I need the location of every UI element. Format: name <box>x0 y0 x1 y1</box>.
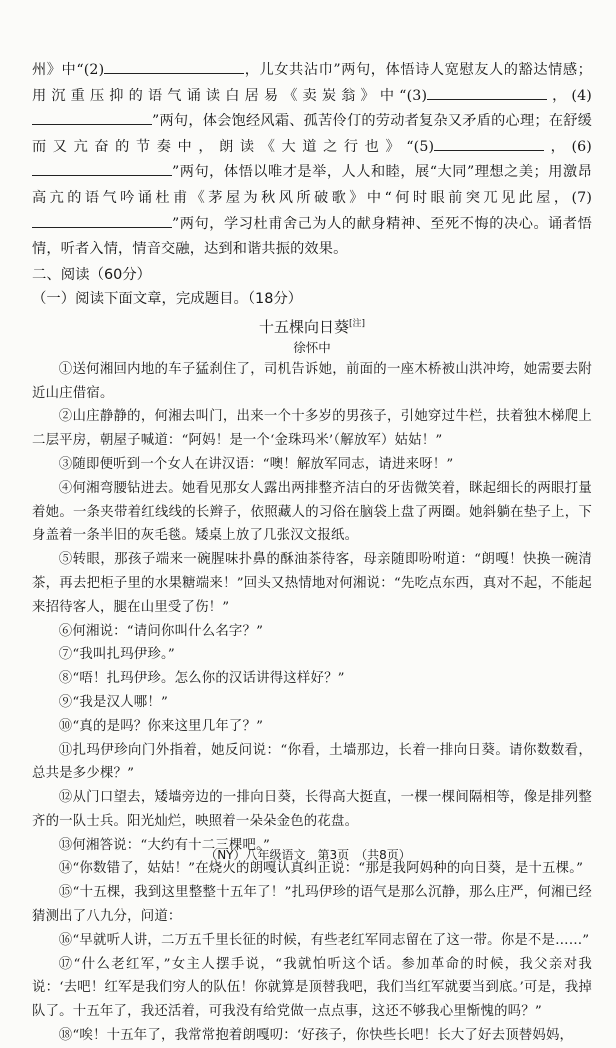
article-paragraph: ⑨“我是汉人哪！” <box>58 694 169 710</box>
article-paragraph: ④何湘弯腰钻进去。她看见那女人露出两排整齐洁白的牙齿微笑着，眯起细长的两眼打量着她。一条夹带着红线线的长辫子，依照藏人的习俗在脑袋上盘了两圈。她斜躺在垫子上，下身盖着一条半旧的灰毛毯。矮桌上放了几张汉文报纸。 <box>32 480 592 544</box>
article-paragraph: ⑭“你数错了，姑姑！”在烧火的朗嘎认真纠正说：“那是我阿妈种的向日葵，是十五棵。” <box>58 861 584 877</box>
article-paragraph: ⑯“早就听人讲，二万五千里长征的时候，有些老红军同志留在了这一带。你是不是……” <box>58 932 590 948</box>
answer-blank-6[interactable] <box>32 161 172 176</box>
text-segment: ”两句，学习杜甫舍己为人的献身精神、至死不悔的决心。诵者悟情，听者入情，情音交融，达到和谐共振的效果。 <box>32 215 592 258</box>
article-author: 徐怀中 <box>293 339 331 355</box>
article-title <box>32 313 592 338</box>
page-footer: （NY）八年级语文 第3页 （共8页） <box>205 848 411 862</box>
article-paragraph: ⑫从门口望去，矮墙旁边的一排向日葵，长得高大挺直，一棵一棵间隔相等，像是排列整齐的一队士兵。阳光灿烂，映照着一朵朵金色的花盘。 <box>32 790 592 829</box>
exam-page <box>32 58 592 1048</box>
article-paragraph: ⑤转眼，那孩子端来一碗腥味扑鼻的酥油茶待客，母亲随即吩咐道：“朗嘎！快换一碗清茶，再去把柜子里的水果糖端来！”回头又热情地对何湘说：“先吃点东西，真对不起，不能起来招待客人，腿在山里受了伤！” <box>32 552 592 615</box>
answer-blank-2[interactable] <box>104 59 244 74</box>
subsection-heading: （一）阅读下面文章，完成题目。（18分） <box>32 290 303 307</box>
text-segment: ，儿女共沾巾”两句，体悟诗人宽慰友人的豁达情感；用沉重压抑的语气诵读白居易《卖炭翁》中“(3) <box>32 62 592 104</box>
article-paragraph: ⑩“真的是吗？你来这里几年了？” <box>58 718 264 734</box>
question-text <box>32 58 592 263</box>
article-paragraph: ①送何湘回内地的车子猛刹住了，司机告诉她，前面的一座木桥被山洪冲垮，她需要去附近山庄借宿。 <box>32 361 592 401</box>
article-paragraph: ⑪扎玛伊珍向门外指着，她反问说：“你看，土墙那边，长着一排向日葵。请你数数看，总共是多少棵？” <box>32 742 592 782</box>
answer-blank-5[interactable] <box>434 136 544 151</box>
answer-blank-4[interactable] <box>32 110 152 125</box>
article-paragraph: ⑧“唔！扎玛伊珍。怎么你的汉话讲得这样好？” <box>58 671 345 687</box>
answer-blank-7[interactable] <box>32 213 172 228</box>
article-paragraph: ⑦“我叫扎玛伊珍。” <box>58 647 175 663</box>
poetry-recitation-question <box>32 58 592 263</box>
text-segment: 州》中“(2) <box>32 62 105 78</box>
section-heading: 二、阅读（60分） <box>32 266 152 283</box>
article-paragraph: ⑬何湘答说：“大约有十二三棵吧。” <box>58 837 271 853</box>
text-segment: ，(4) <box>547 87 592 104</box>
article-paragraph: ⑱“唉！十五年了，我常常抱着朗嘎叨：‘好孩子，你快些长吧！长大了好去顶替妈妈， <box>58 1028 574 1044</box>
article-title-text: 十五棵向日葵 <box>258 317 349 336</box>
text-segment: ，(6) <box>544 138 592 155</box>
article-paragraph: ③随即便听到一个女人在讲汉语：“噢！解放军同志，请进来呀！” <box>58 456 454 472</box>
article-paragraph: ⑰“什么老红军，”女主人摆手说，“我就怕听这个话。参加革命的时候，我父亲对我说：‘去吧！红军是我们穷人的队伍！你就算是顶替我吧，我们当红军就要当到底。’可是，我掉队了。十五年了，我还活着，可我没有给党做一点点事，这还不够我心里惭愧的吗？” <box>32 956 592 1020</box>
text-segment: ”两句，体会饱经风霜、孤苦伶仃的劳动者复杂又矛盾的心理；在舒缓而又亢奋的节奏中，朗读《大道之行也》“(5) <box>32 113 592 155</box>
article-paragraph: ⑮“十五棵，我到这里整整十五年了！”扎玛伊珍的语气是那么沉静，那么庄严，何湘已经猜测出了八九分，问道： <box>32 885 592 925</box>
article-note-mark: [注] <box>348 318 366 329</box>
article-paragraph: ②山庄静静的，何湘去叫门，出来一个十多岁的男孩子，引她穿过牛栏，扶着独木梯爬上二层平房，朝屋子喊道：“阿妈！是一个‘金珠玛米’（解放军）姑姑！” <box>32 409 592 449</box>
text-segment: ”两句，体悟以唯才是举，人人和睦，展“大同”理想之美；用激昂高亢的语气吟诵杜甫《茅屋为秋风所破歌》中“何时眼前突兀见此屋，(7) <box>32 164 592 206</box>
article-body <box>32 358 592 1048</box>
article-paragraph: ⑥何湘说：“请问你叫什么名字？” <box>58 623 264 639</box>
answer-blank-3[interactable] <box>427 85 547 100</box>
